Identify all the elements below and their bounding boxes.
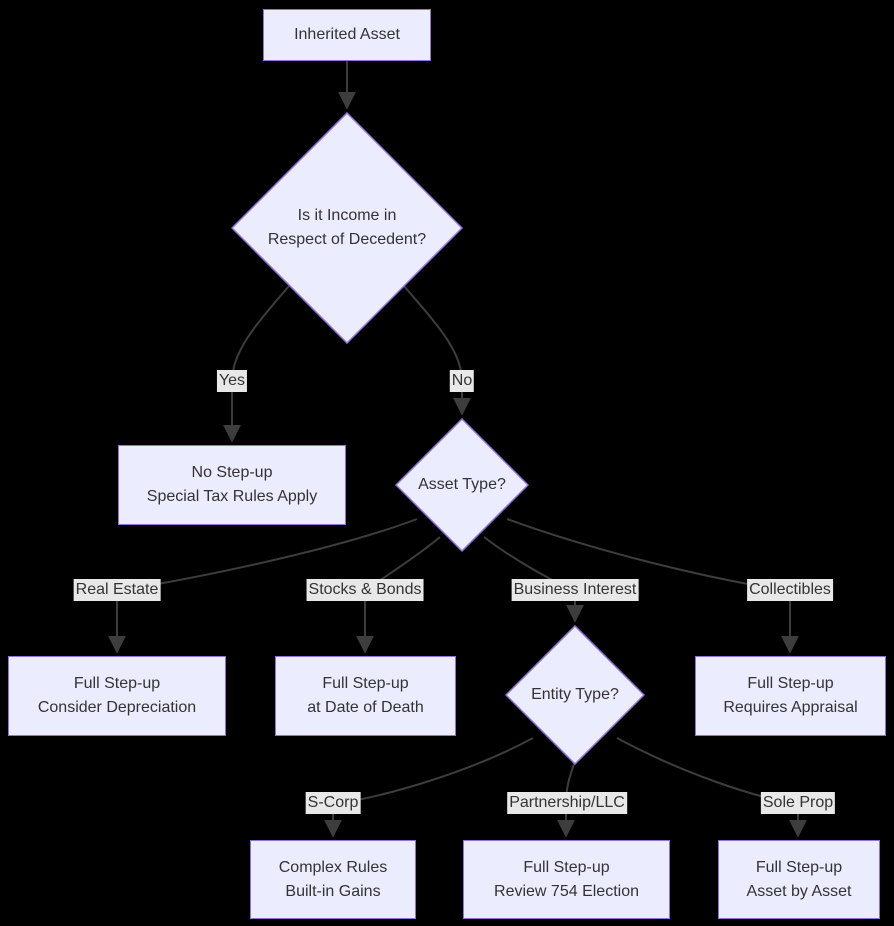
node-collectibles-line2: Requires Appraisal — [723, 699, 858, 716]
node-partnership-result — [463, 840, 670, 919]
edge-label-stocks-bonds: Stocks & Bonds — [307, 579, 424, 601]
node-no-stepup-line1: No Step-up — [191, 464, 273, 481]
node-inherited-asset — [263, 9, 431, 61]
node-scorp-result — [250, 840, 416, 919]
node-scorp-line2: Built-in Gains — [285, 882, 381, 900]
node-ird-decision — [231, 112, 463, 344]
node-partnership-line1: Full Step-up — [523, 858, 610, 876]
node-stocks-line2: at Date of Death — [307, 699, 424, 716]
edge-label-collectibles: Collectibles — [747, 579, 833, 601]
edge-label-yes: Yes — [217, 370, 247, 392]
edge-label-real-estate: Real Estate — [74, 579, 161, 601]
node-stocks-result — [275, 656, 456, 736]
node-asset-type-label: Asset Type? — [418, 476, 506, 493]
edge-label-sole-prop: Sole Prop — [761, 792, 835, 814]
node-collectibles-line1: Full Step-up — [747, 675, 834, 692]
node-real-estate-line2: Consider Depreciation — [37, 699, 197, 716]
node-ird-line1: Is it Income in — [297, 207, 397, 224]
edge-label-no: No — [450, 370, 474, 392]
node-inherited-asset-label: Inherited Asset — [294, 26, 400, 43]
node-soleprop-result — [718, 840, 880, 919]
node-stocks-line1: Full Step-up — [322, 675, 409, 692]
node-soleprop-line1: Full Step-up — [755, 858, 843, 876]
node-real-estate-result — [8, 656, 226, 736]
node-no-stepup-line2: Special Tax Rules Apply — [146, 488, 318, 505]
node-collectibles-result — [695, 656, 886, 736]
edge-label-business-interest: Business Interest — [512, 579, 639, 601]
node-real-estate-line1: Full Step-up — [73, 675, 161, 692]
node-entity-type-label: Entity Type? — [531, 686, 619, 703]
node-asset-type — [395, 418, 529, 552]
node-entity-type — [505, 625, 645, 765]
node-ird-line2: Respect of Decedent? — [267, 231, 427, 248]
node-no-stepup — [118, 445, 346, 525]
node-partnership-line2: Review 754 Election — [494, 882, 639, 900]
edge-label-partnership-llc: Partnership/LLC — [507, 792, 627, 814]
node-scorp-line1: Complex Rules — [278, 858, 388, 876]
edge-label-s-corp: S-Corp — [306, 792, 361, 814]
node-soleprop-line2: Asset by Asset — [746, 882, 852, 900]
edge-entity-scorp — [333, 738, 533, 836]
